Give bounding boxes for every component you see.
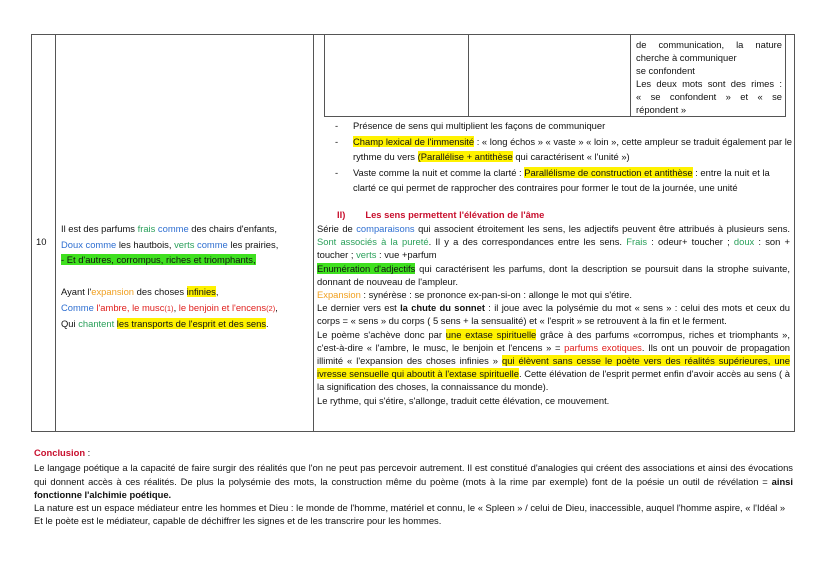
analysis-paragraph: Expansion : synérèse : se prononce ex-pan-si-on : allonge le mot qui s'étire. bbox=[317, 289, 632, 301]
nested-table bbox=[324, 35, 786, 117]
analysis-text bbox=[317, 222, 790, 407]
conclusion-paragraph: Et le poète est le médiateur, capable de déchiffrer les signes et de les transcrire pour les hommes. bbox=[34, 515, 442, 527]
section-heading: II) Les sens permettent l'élévation de l'âme bbox=[337, 209, 545, 220]
bullet-list bbox=[335, 118, 792, 196]
analysis-paragraph: Série de comparaisons qui associent étroitement les sens, les adjectifs peuvent être attribués à plusieurs sens. Sont associés à la pureté. Il y a des correspondances entre les sens. Frais : odeur+ toucher ; doux : son + toucher ; verts : vue +parfum bbox=[317, 223, 790, 261]
poem-line: Doux comme les hautbois, verts comme les prairies, bbox=[61, 238, 279, 250]
poem-line: Comme l'ambre, le musc(1), le benjoin et l'encens(2), bbox=[61, 301, 278, 313]
poem-line: Ayant l'expansion des choses infinies, bbox=[61, 285, 219, 297]
conclusion-paragraph: Le langage poétique a la capacité de faire surgir des réalités que l'on ne peut pas percevoir autrement. Il est constitué d'analogies qui créent des associations et ainsi des évocations qui donnent accès à ces réalités. De plus la polysémie des mots, la construction même du poème (mots à la rime par exemple) font de la poésie un outil de révélation = ainsi fonctionne l'alchimie poétique. bbox=[34, 462, 793, 500]
analysis-paragraph: Le poème s'achève donc par une extase spirituelle grâce à des parfums «corrompus, riches et triomphants », c'est-à-dire « l'ambre, le musc, le benjoin et l'encens » = parfums exotiques. Ils ont un pouvoir de propagation illimité « l'expansion des choses infinies » qui élèvent sans cesse le poète vers des réalités supérieures, une ivresse sensuelle qui aboutit à l'extase spirituelle. Cette élévation de l'esprit permet enfin d'avoir accès au sens ( à la signification des choses, la connaissance du monde). bbox=[317, 328, 791, 393]
analysis-paragraph: Le dernier vers est la chute du sonnet : il joue avec la polysémie du mot « sens » : celui des mots et ceux du corps = « sens » du corps ( 5 sens + la sensualité) et « l'esprit » se retrouvent à la fin et le ferment. bbox=[317, 302, 790, 327]
nested-divider bbox=[630, 35, 631, 116]
conclusion-paragraph: La nature est un espace médiateur entre les hommes et Dieu : le monde de l'homme, matériel et connu, le « Spleen » / celui de Dieu, inaccessible, auquel l'homme aspire, « l'Idéal » bbox=[34, 502, 786, 514]
poem-excerpt bbox=[61, 221, 311, 332]
column-divider bbox=[55, 35, 56, 431]
analysis-table bbox=[31, 34, 795, 432]
row-number: 10 bbox=[36, 236, 47, 247]
column-divider bbox=[313, 35, 314, 431]
nested-cell-text: de communication, la nature cherche à communiquer se confondent Les deux mots sont des rimes : « se confondent » et « se répondent » bbox=[636, 39, 782, 115]
analysis-paragraph: Enumération d'adjectifs qui caractérisent les parfums, dont la description se poursuit dans la strophe suivante, donnant de nouveau de l'ampleur. bbox=[317, 262, 790, 287]
nested-divider bbox=[468, 35, 469, 116]
poem-line: - Et d'autres, corrompus, riches et triomphants, bbox=[61, 254, 256, 266]
conclusion-heading: Conclusion : bbox=[34, 447, 91, 458]
bullet-item: - Présence de sens qui multiplient les façons de communiquer bbox=[335, 118, 792, 134]
bullet-item: - Champ lexical de l'immensité : « long échos » « vaste » « loin », cette ampleur se traduit également par le rythme du vers (Parallélise + antithèse qui caractérisent « l'unité ») bbox=[335, 134, 792, 165]
poem-line: Il est des parfums frais comme des chairs d'enfants, bbox=[61, 223, 277, 234]
conclusion bbox=[34, 446, 793, 528]
poem-line: Qui chantent les transports de l'esprit et des sens. bbox=[61, 318, 269, 330]
analysis-paragraph: Le rythme, qui s'étire, s'allonge, traduit cette élévation, ce mouvement. bbox=[317, 394, 610, 406]
bullet-item: - Vaste comme la nuit et comme la clarté : Parallélisme de construction et antithèse : entre la nuit et la clarté ce qui permet de rapprocher des contraires pour former le tout de la journée, une unité bbox=[335, 165, 792, 196]
